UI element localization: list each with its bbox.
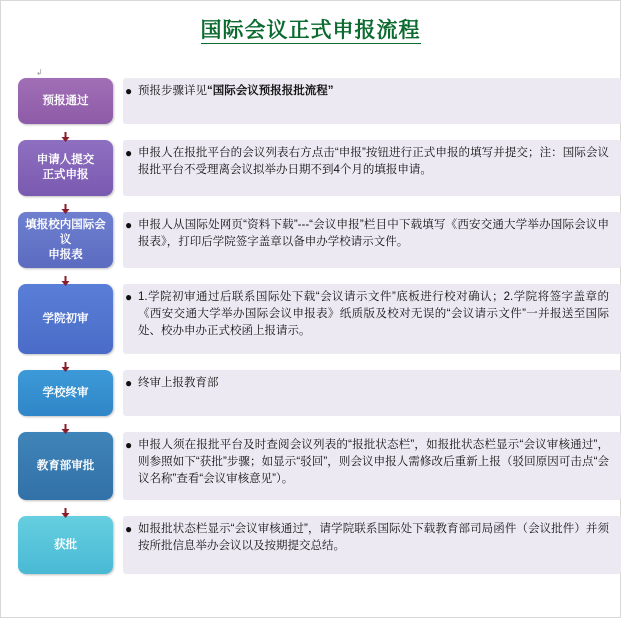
- flow-node-3[interactable]: [18, 212, 113, 268]
- flow-connector: [0, 424, 621, 432]
- arrow-down-icon: [60, 204, 71, 214]
- flow-node-label: 教育部审批: [36, 459, 95, 472]
- flow-description-7: [123, 516, 621, 574]
- flow-description-5: [123, 370, 621, 416]
- flow-description-text: 申报人须在报批平台及时查阅会议列表的“报批状态栏”，如报批状态栏显示“会议审核通过”，则参照如下“获批”步骤；如显示“驳回”，则会议申报人需修改后重新上报（驳回原因可击点“会议名称”查看“会议审核意见”）。: [138, 439, 609, 485]
- flow-connector: [0, 132, 621, 140]
- flow-node-label: 申请人提交 正式申报: [36, 154, 95, 181]
- bullet-icon: ●: [125, 290, 133, 304]
- flow-row: [0, 212, 621, 268]
- flow-node-label: 学院初审: [42, 312, 89, 325]
- flow-description-text: 申报人从国际处网页“资料下载”---“会议申报”栏目中下载填写《西安交通大学举办国际会议申报表》，打印后学院签字盖章以备申办学校请示文件。: [138, 219, 609, 248]
- arrow-down-icon: [60, 276, 71, 286]
- page-title-text: 国际会议正式申报流程: [200, 19, 421, 42]
- flow-node-2[interactable]: [18, 140, 113, 196]
- flow-description-text: 申报人在报批平台的会议列表右方点击“申报”按钮进行正式申报的填写并提交；注：国际会议报批平台不受理离会议拟举办日期不到4个月的填报申请。: [138, 147, 609, 176]
- flow-connector: [0, 508, 621, 516]
- flow-node-label: 获批: [54, 538, 77, 551]
- flow-description-3: [123, 212, 621, 268]
- arrow-down-icon: [60, 132, 71, 142]
- bullet-icon: ●: [125, 438, 133, 452]
- flow-node-6[interactable]: [18, 432, 113, 500]
- flow-node-7[interactable]: [18, 516, 113, 574]
- flow-connector: [0, 276, 621, 284]
- arrow-down-icon: [60, 508, 71, 518]
- flow-connector: [0, 204, 621, 212]
- bullet-icon: ●: [125, 146, 133, 160]
- flow-description-6: [123, 432, 621, 500]
- arrow-down-icon: [60, 362, 71, 372]
- flow-row: [0, 140, 621, 196]
- flow-row: [0, 516, 621, 574]
- flow-description-text: 预报步骤详见“国际会议预报报批流程”: [138, 85, 334, 97]
- flow-description-text: 终审上报教育部: [138, 377, 219, 389]
- flow-node-label: 填报校内国际会议 申报表: [25, 218, 106, 261]
- bullet-icon: ●: [125, 84, 133, 98]
- flow-description-2: [123, 140, 621, 196]
- flow-node-label: 学校终审: [42, 386, 89, 399]
- decoration-mark: ↲: [36, 68, 43, 77]
- flow-node-1[interactable]: [18, 78, 113, 124]
- flow-description-text: 如报批状态栏显示“会议审核通过”，请学院联系国际处下载教育部司局函件（会议批件）并须按所批信息举办会议以及按期提交总结。: [138, 523, 609, 552]
- bullet-icon: ●: [125, 522, 133, 536]
- flow-node-4[interactable]: [18, 284, 113, 354]
- flow-row: [0, 78, 621, 124]
- flow-row: [0, 370, 621, 416]
- arrow-down-icon: [60, 424, 71, 434]
- flow-connector: [0, 362, 621, 370]
- flow-description-text: 1.学院初审通过后联系国际处下载“会议请示文件”底板进行校对确认；2.学院将签字盖章的《西安交通大学举办国际会议申报表》纸质版及校对无误的“会议请示文件”一并报送至国际处、校办申办正式校函上报请示。: [138, 291, 609, 337]
- bullet-icon: ●: [125, 218, 133, 232]
- page-title: [0, 14, 621, 44]
- flow-row: [0, 432, 621, 500]
- flow-node-5[interactable]: [18, 370, 113, 416]
- flowchart: [0, 78, 621, 582]
- bullet-icon: ●: [125, 376, 133, 390]
- flow-description-1: [123, 78, 621, 124]
- flow-node-label: 预报通过: [42, 94, 89, 107]
- flow-description-4: [123, 284, 621, 354]
- flow-row: [0, 284, 621, 354]
